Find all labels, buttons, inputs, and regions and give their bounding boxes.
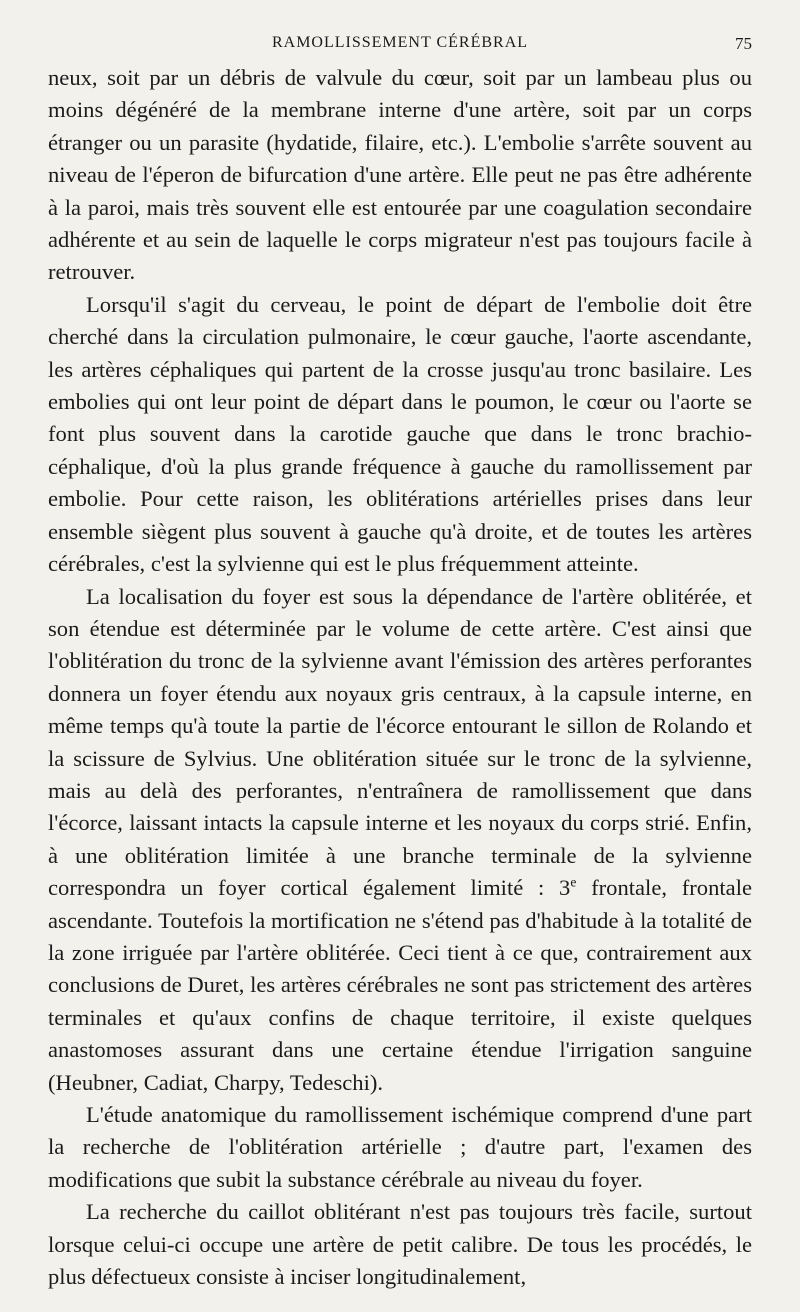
- page-number: 75: [735, 34, 752, 53]
- paragraph-2: Lorsqu'il s'agit du cerveau, le point de départ de l'embolie doit être cherché dans la circulation pulmonaire, le cœur gauche, l'aorte ascendante, les artères céphaliques qui partent de la crosse jusqu'au tronc basilaire. Les embolies qui ont leur point de départ dans le poumon, le cœur ou l'aorte se font plus souvent dans la carotide gauche que dans le tronc brachio-céphalique, d'où la plus grande fréquence à gauche du ramollissement par embolie. Pour cette raison, les oblitérations artérielles prises dans leur ensemble siègent plus souvent à gauche qu'à droite, et de toutes les artères cérébrales, c'est la sylvienne qui est le plus fréquemment atteinte.: [48, 291, 752, 577]
- paragraph-5: La recherche du caillot oblitérant n'est pas toujours très facile, surtout lorsque celui-ci occupe une artère de petit calibre. De tous les procédés, le plus défectueux consiste à inciser longitudinalement,: [48, 1199, 752, 1290]
- paragraph-4: L'étude anatomique du ramollissement ischémique comprend d'une part la recherche de l'oblitération artérielle ; d'autre part, l'examen des modifications que subit la substance cérébrale au niveau du foyer.: [48, 1102, 752, 1192]
- running-head: [48, 28, 752, 62]
- ordinal-superscript: e: [570, 874, 577, 890]
- body-text: [48, 62, 752, 1293]
- running-title: RAMOLLISSEMENT CÉRÉBRAL: [271, 34, 529, 51]
- paragraph-3: [48, 581, 752, 1100]
- paragraph-3-part-1: La localisation du foyer est sous la dépendance de l'artère oblitérée, et son étendue est déterminée par le volume de cette artère. C'est ainsi que l'oblitération du tronc de la sylvienne avant l'émission des artères perforantes donnera un foyer étendu aux noyaux gris centraux, à la capsule interne, en même temps qu'à toute la partie de l'écorce entourant le sillon de Rolando et la scissure de Sylvius. Une oblitération située sur le tronc de la sylvienne, mais au delà des perforantes, n'entraînera de ramollissement que dans l'écorce, laissant intacts la capsule interne et les noyaux du corps strié. Enfin, à une oblitération limitée à une branche terminale de la sylvienne correspondra un foyer cortical également limité : 3: [48, 583, 752, 901]
- paragraph-1: neux, soit par un débris de valvule du cœur, soit par un lambeau plus ou moins dégénéré de la membrane interne d'une artère, soit par un corps étranger ou un parasite (hydatide, filaire, etc.). L'embolie s'arrête souvent au niveau de l'éperon de bifurcation d'une artère. Elle peut ne pas être adhérente à la paroi, mais très souvent elle est entourée par une coagulation secondaire adhérente et au sein de laquelle le corps migrateur n'est pas toujours facile à retrouver.: [48, 65, 752, 285]
- paragraph-3-part-2: frontale, frontale ascendante. Toutefois la mortification ne s'étend pas d'habitude à la totalité de la zone irriguée par l'artère oblitérée. Ceci tient à ce que, contrairement aux conclusions de Duret, les artères cérébrales ne sont pas strictement des artères terminales et qu'aux confins de chaque territoire, il existe quelques anastomoses assurant dans une certaine étendue l'irrigation sanguine (Heubner, Cadiat, Charpy, Tedeschi).: [48, 875, 753, 1095]
